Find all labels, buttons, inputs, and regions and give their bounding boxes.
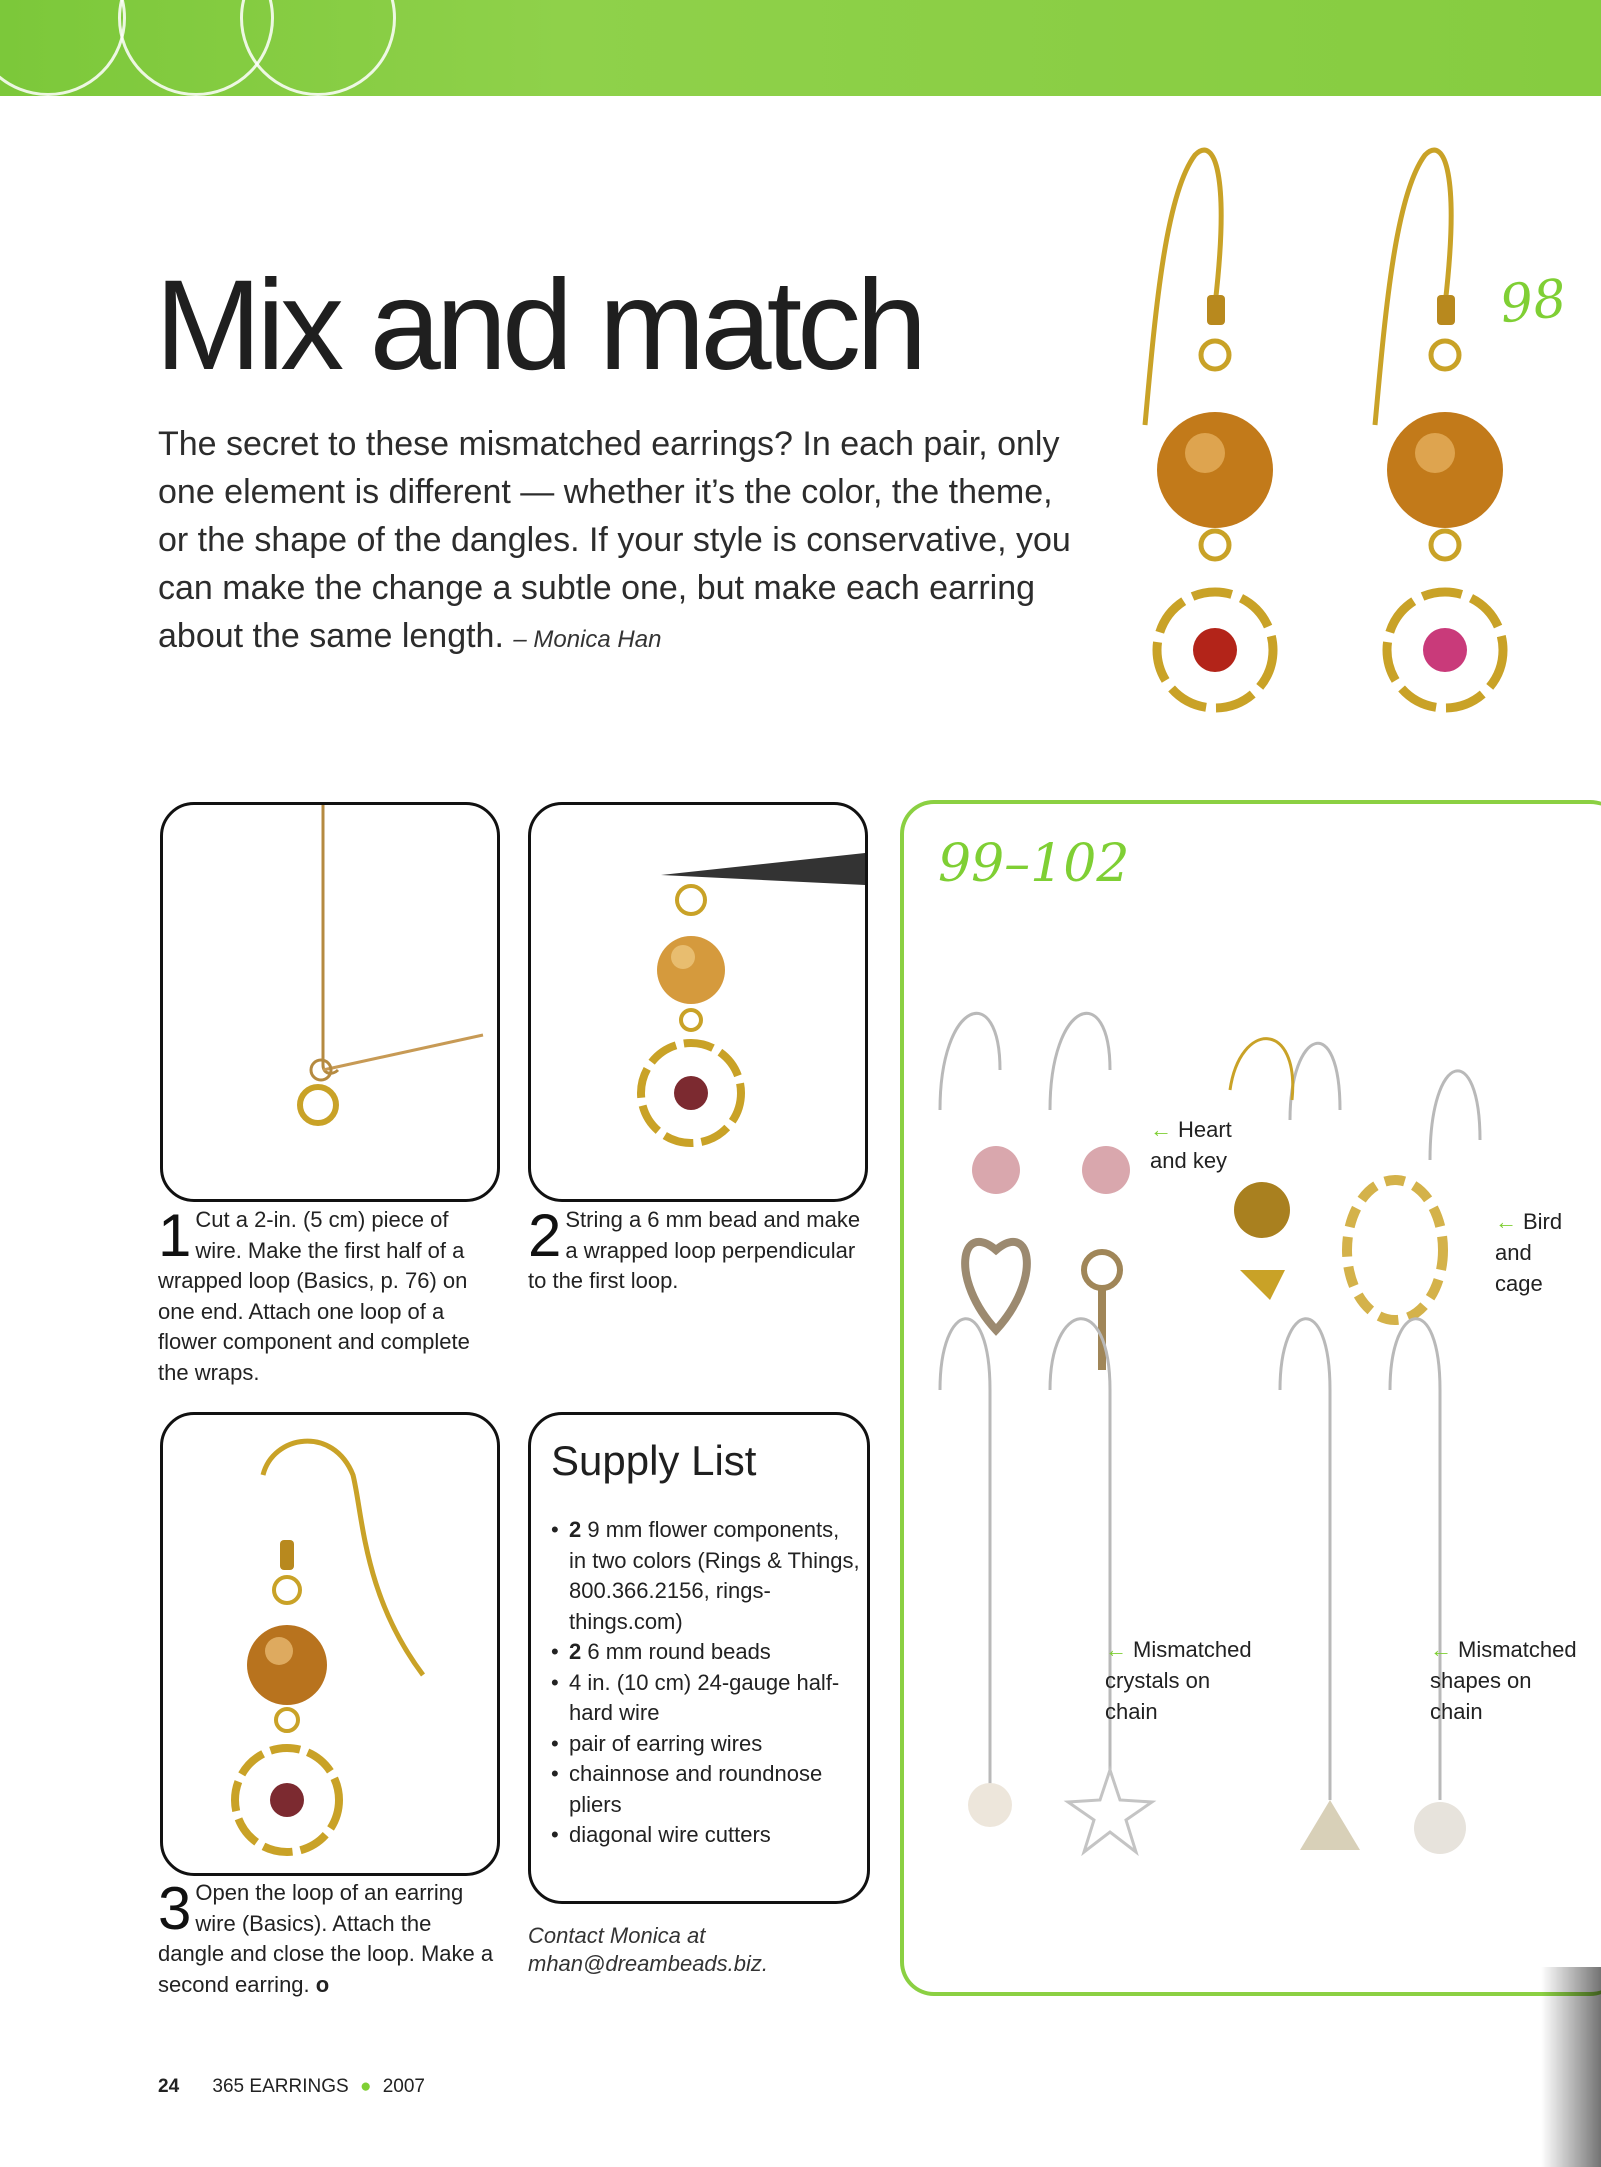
supply-list-title: Supply List <box>551 1437 757 1484</box>
list-item: • 2 9 mm flower components, in two colors (Rings & Things, 800.366.2156, rings-things.com) <box>551 1515 861 1637</box>
step-1-text <box>158 1202 496 1388</box>
supply-list-box <box>528 1412 870 1904</box>
author-byline: – Monica Han <box>513 626 662 653</box>
list-item: • 4 in. (10 cm) 24-gauge half-hard wire <box>551 1668 861 1729</box>
end-mark: o <box>315 1971 330 1997</box>
bullet-icon: ● <box>359 2076 372 2097</box>
article-intro <box>158 420 1088 664</box>
page-edge-shadow <box>1541 1967 1601 2167</box>
page-number: 24 <box>158 2076 180 2097</box>
arrow-left-icon: ← <box>1495 1209 1517 1234</box>
list-item: • diagonal wire cutters <box>551 1820 861 1851</box>
arrow-left-icon: ← <box>1105 1637 1127 1662</box>
step-2-text <box>528 1202 864 1297</box>
project-number: 98 <box>1497 268 1570 336</box>
arrow-left-icon: ← <box>1430 1637 1452 1662</box>
list-item: • chainnose and roundnose pliers <box>551 1759 861 1820</box>
list-item: • 2 6 mm round beads <box>551 1637 861 1668</box>
list-item: • pair of earring wires <box>551 1729 861 1760</box>
supply-list <box>551 1515 861 1851</box>
intro-text: The secret to these mismatched earrings? In each pair, only one element is different — whether it’s the color, the theme, or the shape of the dangles. If your style is conservative, you can make the change a subtle one, but make each earring about the same length. <box>158 425 1071 655</box>
step-number: 2 <box>528 1202 562 1269</box>
step-number: 1 <box>158 1202 192 1269</box>
step-text: Open the loop of an earring wire (Basics). Attach the dangle and close the loop. Make a second earring. <box>158 1880 494 1997</box>
decor-circle <box>240 0 396 96</box>
variants-project-range: 99–102 <box>938 834 1130 894</box>
callout-heart-key: ← Heart and key <box>1150 1117 1232 1173</box>
variants-earrings-illustration <box>920 960 1540 1920</box>
arrow-left-icon: ← <box>1150 1117 1172 1142</box>
callout-mismatched-shapes: ← Mismatched shapes on chain <box>1430 1637 1577 1724</box>
hero-earrings-photo <box>1115 135 1565 755</box>
page-footer <box>158 2076 425 2098</box>
article-title: Mix and match <box>155 254 923 397</box>
publication-year: 2007 <box>382 2076 425 2097</box>
step-3-photo <box>160 1412 500 1876</box>
publication-name: 365 EARRINGS <box>212 2076 349 2097</box>
decor-circle <box>0 0 126 96</box>
step-text: Cut a 2-in. (5 cm) piece of wire. Make the first half of a wrapped loop (Basics, p. 76) on one end. Attach one loop of a flower component and complete the wraps. <box>158 1207 470 1385</box>
header-bar <box>0 0 1601 96</box>
contact-info: Contact Monica at mhan@dreambeads.biz. <box>528 1923 769 1976</box>
step-3-text <box>158 1875 496 2000</box>
step-number: 3 <box>158 1875 192 1942</box>
callout-bird-cage: ← Bird and cage <box>1495 1209 1563 1296</box>
step-1-photo <box>160 802 500 1202</box>
step-2-photo <box>528 802 868 1202</box>
callout-mismatched-crystals: ← Mismatched crystals on chain <box>1105 1637 1252 1724</box>
step-text: String a 6 mm bead and make a wrapped loop perpendicular to the first loop. <box>528 1207 861 1293</box>
